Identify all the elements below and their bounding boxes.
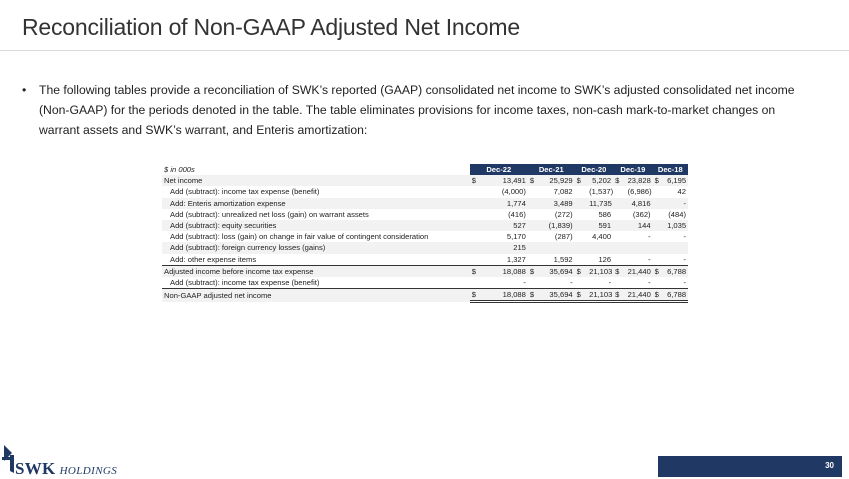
currency-symbol — [653, 277, 665, 289]
table-row — [162, 242, 688, 253]
bullet-line-2: (Non-GAAP) for the periods denoted in the table. The table eliminates provisions for income taxes, non-cash mark-to-market changes on — [39, 103, 776, 117]
currency-symbol — [575, 186, 587, 197]
slide-title: Reconciliation of Non-GAAP Adjusted Net Income — [22, 14, 520, 40]
row-label: Add (subtract): equity securities — [162, 220, 470, 231]
cell-value: 1,774 — [482, 198, 528, 209]
currency-symbol: $ — [613, 265, 625, 277]
cell-value: 21,440 — [627, 266, 651, 276]
row-label: Add (subtract): unrealized net loss (gain) on warrant assets — [170, 209, 369, 219]
cell-value: - — [665, 198, 688, 209]
currency-symbol — [653, 220, 665, 231]
column-header: Dec-20 — [575, 164, 613, 175]
cell-value: 25,929 — [540, 175, 574, 186]
cell-value — [587, 242, 613, 253]
cell-value — [540, 242, 574, 253]
currency-symbol — [613, 254, 625, 266]
currency-symbol — [470, 220, 482, 231]
table-row — [162, 265, 688, 277]
currency-symbol — [575, 231, 587, 242]
cell-value: - — [570, 278, 573, 288]
cell-value: 35,694 — [540, 265, 574, 277]
page-number: 30 — [825, 461, 834, 470]
cell-value: 527 — [482, 220, 528, 231]
cell-value: 7,082 — [553, 187, 573, 197]
cell-value: 3,489 — [540, 198, 574, 209]
currency-symbol — [575, 277, 587, 289]
currency-symbol — [653, 186, 665, 197]
table-row — [162, 220, 688, 231]
currency-symbol: $ — [470, 175, 482, 186]
currency-symbol — [653, 198, 665, 209]
cell-value: - — [683, 278, 686, 288]
cell-value: - — [683, 232, 686, 242]
cell-value: (416) — [508, 209, 526, 219]
table-row — [162, 198, 688, 209]
cell-value — [665, 242, 688, 253]
column-header: Dec-19 — [613, 164, 652, 175]
cell-value: 586 — [598, 209, 612, 219]
cell-value: (287) — [554, 232, 573, 242]
currency-symbol — [575, 198, 587, 209]
cell-value: 591 — [587, 220, 613, 231]
currency-symbol: $ — [653, 265, 665, 277]
row-label: Non-GAAP adjusted net income — [162, 289, 470, 302]
cell-value: 18,088 — [482, 265, 528, 277]
currency-symbol — [653, 231, 665, 242]
bullet-text — [39, 80, 795, 140]
bullet-dot: • — [22, 83, 27, 97]
cell-value: - — [683, 254, 686, 264]
currency-symbol — [653, 254, 665, 266]
cell-value: - — [608, 278, 612, 288]
currency-symbol: $ — [470, 289, 482, 302]
cell-value: 1,035 — [667, 221, 687, 231]
currency-symbol — [613, 198, 625, 209]
currency-symbol — [528, 231, 540, 242]
currency-symbol — [613, 186, 625, 197]
logo-brand: SWK — [15, 459, 56, 478]
row-label: Add (subtract): loss (gain) on change in fair value of contingent consideration — [170, 232, 429, 242]
cell-value: 1,592 — [553, 254, 573, 264]
currency-symbol — [613, 220, 625, 231]
currency-symbol: $ — [575, 289, 587, 302]
table-row — [162, 254, 688, 266]
cell-value: (484) — [668, 209, 686, 219]
cell-value: 11,735 — [589, 198, 612, 208]
cell-value: 144 — [626, 220, 653, 231]
column-header: Dec-22 — [470, 164, 528, 175]
cell-value: (6,986) — [627, 187, 652, 197]
currency-symbol — [613, 277, 625, 289]
cell-value: 35,694 — [540, 289, 574, 302]
cell-value: 21,440 — [626, 289, 653, 302]
currency-symbol — [653, 242, 665, 253]
cell-value: (1,839) — [540, 220, 574, 231]
row-label: Add (subtract): foreign currency losses (gains) — [162, 242, 470, 253]
cell-value: 6,788 — [667, 266, 687, 276]
currency-symbol: $ — [613, 175, 625, 186]
cell-value: 18,088 — [482, 289, 528, 302]
cell-value: 6,195 — [667, 176, 687, 186]
currency-symbol — [470, 209, 482, 220]
cell-value: - — [648, 254, 651, 264]
currency-symbol: $ — [575, 265, 587, 277]
currency-symbol — [470, 242, 482, 253]
currency-symbol: $ — [613, 289, 625, 302]
cell-value: (272) — [554, 209, 573, 219]
currency-symbol — [470, 254, 482, 266]
currency-symbol — [528, 209, 540, 220]
cell-value: 21,103 — [589, 266, 613, 276]
currency-symbol — [613, 231, 625, 242]
row-label: Net income — [162, 175, 470, 186]
cell-value: - — [648, 232, 651, 242]
cell-value — [626, 242, 653, 253]
column-header: Dec-18 — [653, 164, 688, 175]
logo-wordmark — [15, 459, 117, 479]
currency-symbol — [575, 220, 587, 231]
cell-value: 1,327 — [506, 254, 526, 264]
cell-value: 21,103 — [587, 289, 613, 302]
cell-value: 5,202 — [587, 175, 613, 186]
units-label: $ in 000s — [164, 165, 195, 174]
currency-symbol — [575, 254, 587, 266]
cell-value: 4,816 — [626, 198, 653, 209]
currency-symbol: $ — [653, 175, 665, 186]
cell-value: 23,828 — [627, 176, 651, 186]
currency-symbol — [613, 209, 625, 220]
cell-value: 126 — [598, 254, 612, 264]
currency-symbol — [528, 198, 540, 209]
cell-value: - — [523, 278, 526, 288]
cell-value: 13,491 — [482, 175, 528, 186]
currency-symbol — [470, 198, 482, 209]
currency-symbol — [528, 254, 540, 266]
bullet-line-3: warrant assets and SWK’s warrant, and Enteris amortization: — [39, 123, 368, 137]
currency-symbol: $ — [528, 289, 540, 302]
table-row — [162, 175, 688, 186]
currency-symbol: $ — [653, 289, 665, 302]
cell-value: 5,170 — [506, 232, 526, 242]
table-header-row — [162, 164, 688, 175]
currency-symbol: $ — [470, 265, 482, 277]
row-label: Add (subtract): income tax expense (benefit) — [170, 187, 320, 197]
cell-value: (1,537) — [589, 187, 614, 197]
bullet-line-1: The following tables provide a reconciliation of SWK’s reported (GAAP) consolidated net income to SWK’s adjusted consolidated net income — [39, 83, 795, 97]
row-label: Adjusted income before income tax expense — [162, 265, 470, 277]
row-label: Add (subtract): income tax expense (benefit) — [170, 278, 320, 288]
currency-symbol: $ — [528, 175, 540, 186]
swk-holdings-logo — [0, 443, 130, 477]
currency-symbol — [528, 242, 540, 253]
row-label: Add: other expense items — [170, 254, 257, 264]
logo-suffix: HOLDINGS — [59, 465, 118, 477]
currency-symbol — [613, 242, 625, 253]
cell-value: - — [648, 278, 651, 288]
currency-symbol — [528, 220, 540, 231]
reconciliation-table — [162, 164, 688, 303]
currency-symbol — [470, 277, 482, 289]
table-row — [162, 277, 688, 289]
currency-symbol — [575, 209, 587, 220]
column-header: Dec-21 — [528, 164, 575, 175]
cell-value: (4,000) — [501, 187, 526, 197]
table-row — [162, 209, 688, 220]
cell-value: 6,788 — [665, 289, 688, 302]
table-row — [162, 231, 688, 242]
currency-symbol: $ — [528, 265, 540, 277]
row-label: Add: Enteris amortization expense — [162, 198, 470, 209]
currency-symbol: $ — [575, 175, 587, 186]
table-row — [162, 289, 688, 302]
table-row — [162, 186, 688, 197]
cell-value: 4,400 — [592, 232, 612, 242]
currency-symbol — [528, 277, 540, 289]
currency-symbol — [470, 186, 482, 197]
cell-value: (362) — [632, 209, 651, 219]
currency-symbol — [528, 186, 540, 197]
footer-bar — [658, 456, 842, 477]
title-divider — [0, 50, 849, 51]
currency-symbol — [470, 231, 482, 242]
currency-symbol — [575, 242, 587, 253]
table-body — [162, 175, 688, 302]
currency-symbol — [653, 209, 665, 220]
cell-value: 42 — [677, 187, 686, 197]
cell-value: 215 — [482, 242, 528, 253]
